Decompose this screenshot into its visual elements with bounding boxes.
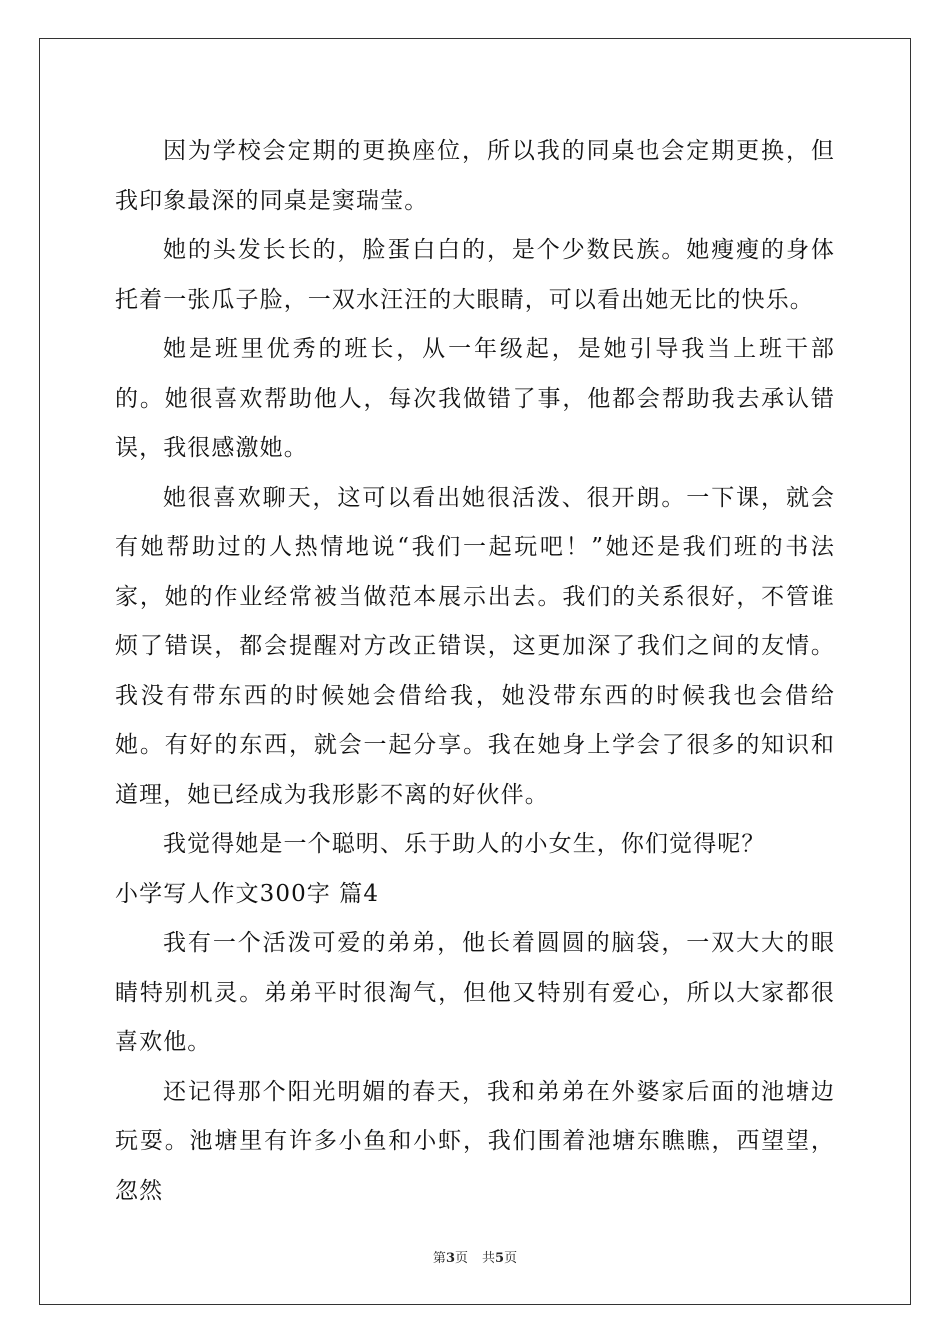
total-suffix: 页 <box>504 1251 518 1266</box>
paragraph-5: 我觉得她是一个聪明、乐于助人的小女生，你们觉得呢？ <box>163 831 766 857</box>
paragraph-6: 我有一个活泼可爱的弟弟，他长着圆圆的脑袋，一双大大的眼睛特别机灵。弟弟平时很淘气，但他又特别有爱心，所以大家都很喜欢他。 <box>115 930 835 1055</box>
page-suffix: 页 <box>454 1251 468 1266</box>
section-heading: 小学写人作文300字 篇4 <box>115 880 380 907</box>
page-total: 5 <box>495 1251 505 1266</box>
paragraph-2: 她的头发长长的，脸蛋白白的，是个少数民族。她瘦瘦的身体托着一张瓜子脸，一双水汪汪的大眼睛，可以看出她无比的快乐。 <box>115 237 835 313</box>
paragraph-1: 因为学校会定期的更换座位，所以我的同桌也会定期更换，但我印象最深的同桌是窦瑞莹。 <box>115 138 835 214</box>
page-footer <box>0 1247 950 1266</box>
total-prefix: 共 <box>482 1251 496 1266</box>
paragraph-4: 她很喜欢聊天，这可以看出她很活泼、很开朗。一下课，就会有她帮助过的人热情地说“我们一起玩吧！”她还是我们班的书法家，她的作业经常被当做范本展示出去。我们的关系很好，不管谁烦了错误，都会提醒对方改正错误，这更加深了我们之间的友情。我没有带东西的时候她会借给我，她没带东西的时候我也会借给她。有好的东西，就会一起分享。我在她身上学会了很多的知识和道理，她已经成为我形影不离的好伙伴。 <box>115 484 835 808</box>
document-body <box>115 127 835 1216</box>
paragraph-3: 她是班里优秀的班长，从一年级起，是她引导我当上班干部的。她很喜欢帮助他人，每次我做错了事，他都会帮助我去承认错误，我很感激她。 <box>115 336 835 461</box>
page-current: 3 <box>445 1251 455 1266</box>
page-prefix: 第 <box>432 1251 446 1266</box>
paragraph-7: 还记得那个阳光明媚的春天，我和弟弟在外婆家后面的池塘边玩耍。池塘里有许多小鱼和小虾，我们围着池塘东瞧瞧，西望望，忽然 <box>115 1078 835 1204</box>
